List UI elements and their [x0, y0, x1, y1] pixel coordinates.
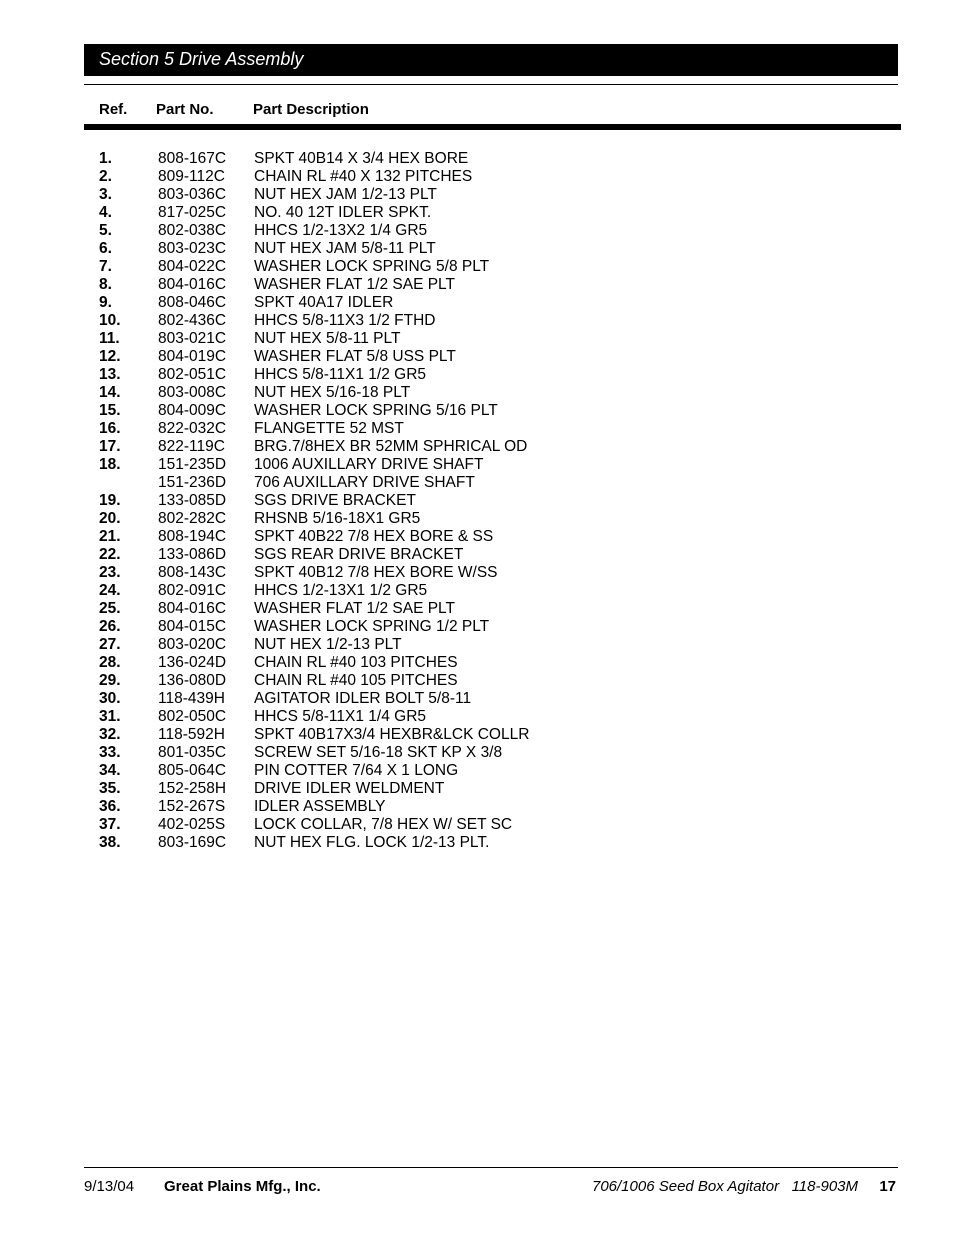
- part-ref: 16.: [99, 420, 121, 437]
- parts-row: [0, 456, 954, 474]
- parts-row: [0, 438, 954, 456]
- parts-row: [0, 474, 954, 492]
- part-number: 151-236D: [158, 474, 227, 491]
- part-ref: 35.: [99, 780, 121, 797]
- part-description: SGS DRIVE BRACKET: [254, 492, 416, 509]
- part-description: SPKT 40B17X3/4 HEXBR&LCK COLLR: [254, 726, 530, 743]
- part-ref: 4.: [99, 204, 112, 221]
- footer-company: Great Plains Mfg., Inc.: [164, 1178, 321, 1195]
- part-description: LOCK COLLAR, 7/8 HEX W/ SET SC: [254, 816, 513, 833]
- column-header-part-no: Part No.: [156, 101, 214, 118]
- part-number: 803-036C: [158, 186, 227, 203]
- section-title: Section 5 Drive Assembly: [99, 49, 304, 69]
- part-ref: 9.: [99, 294, 112, 311]
- parts-row: [0, 240, 954, 258]
- part-number: 808-143C: [158, 564, 227, 581]
- part-description: SPKT 40A17 IDLER: [254, 294, 394, 311]
- part-description: AGITATOR IDLER BOLT 5/8-11: [254, 690, 472, 707]
- part-ref: 26.: [99, 618, 121, 635]
- part-description: 706 AUXILLARY DRIVE SHAFT: [254, 474, 475, 491]
- part-number: 822-032C: [158, 420, 227, 437]
- parts-row: [0, 744, 954, 762]
- part-description: HHCS 5/8-11X1 1/4 GR5: [254, 708, 427, 725]
- parts-row: [0, 582, 954, 600]
- part-number: 804-016C: [158, 276, 227, 293]
- part-number: 804-019C: [158, 348, 227, 365]
- part-number: 136-024D: [158, 654, 227, 671]
- part-ref: 38.: [99, 834, 121, 851]
- parts-row: [0, 690, 954, 708]
- part-ref: 36.: [99, 798, 121, 815]
- part-description: NUT HEX FLG. LOCK 1/2-13 PLT.: [254, 834, 490, 851]
- parts-row: [0, 366, 954, 384]
- parts-row: [0, 654, 954, 672]
- part-ref: 14.: [99, 384, 121, 401]
- parts-row: [0, 492, 954, 510]
- footer-manual-title: 706/1006 Seed Box Agitator 118-903M: [591, 1178, 858, 1195]
- parts-row: [0, 294, 954, 312]
- parts-row: [0, 312, 954, 330]
- part-ref: 2.: [99, 168, 112, 185]
- part-ref: 29.: [99, 672, 121, 689]
- part-number: 817-025C: [158, 204, 227, 221]
- part-number: 808-194C: [158, 528, 227, 545]
- part-number: 822-119C: [158, 438, 225, 455]
- part-description: NUT HEX JAM 5/8-11 PLT: [254, 240, 436, 257]
- parts-row: [0, 204, 954, 222]
- part-ref: 31.: [99, 708, 121, 725]
- part-description: HHCS 5/8-11X1 1/2 GR5: [254, 366, 427, 383]
- section-title-bar: [84, 44, 898, 76]
- parts-row: [0, 780, 954, 798]
- part-number: 118-439H: [158, 690, 225, 707]
- part-description: WASHER LOCK SPRING 1/2 PLT: [254, 618, 490, 635]
- parts-row: [0, 816, 954, 834]
- parts-row: [0, 546, 954, 564]
- part-description: SCREW SET 5/16-18 SKT KP X 3/8: [254, 744, 503, 761]
- parts-row: [0, 330, 954, 348]
- part-number: 804-022C: [158, 258, 227, 275]
- parts-row: [0, 186, 954, 204]
- part-number: 802-436C: [158, 312, 227, 329]
- part-ref: 34.: [99, 762, 121, 779]
- part-number: 803-023C: [158, 240, 227, 257]
- parts-row: [0, 672, 954, 690]
- part-number: 808-167C: [158, 150, 227, 167]
- part-description: WASHER FLAT 5/8 USS PLT: [254, 348, 456, 365]
- parts-row: [0, 834, 954, 852]
- part-ref: 3.: [99, 186, 112, 203]
- part-ref: 8.: [99, 276, 112, 293]
- parts-row: [0, 636, 954, 654]
- parts-row: [0, 258, 954, 276]
- part-number: 402-025S: [158, 816, 226, 833]
- part-description: CHAIN RL #40 105 PITCHES: [254, 672, 458, 689]
- part-number: 808-046C: [158, 294, 227, 311]
- part-ref: 23.: [99, 564, 121, 581]
- part-number: 803-021C: [158, 330, 227, 347]
- part-number: 802-038C: [158, 222, 227, 239]
- parts-row: [0, 798, 954, 816]
- part-description: DRIVE IDLER WELDMENT: [254, 780, 445, 797]
- part-description: NUT HEX 5/8-11 PLT: [254, 330, 401, 347]
- parts-row: [0, 600, 954, 618]
- part-ref: 33.: [99, 744, 121, 761]
- part-number: 118-592H: [158, 726, 225, 743]
- part-ref: 21.: [99, 528, 121, 545]
- part-number: 152-267S: [158, 798, 226, 815]
- part-description: NUT HEX 5/16-18 PLT: [254, 384, 411, 401]
- part-description: WASHER FLAT 1/2 SAE PLT: [254, 600, 455, 617]
- part-ref: 6.: [99, 240, 112, 257]
- parts-row: [0, 348, 954, 366]
- column-header-rule: [84, 124, 901, 130]
- part-number: 801-035C: [158, 744, 227, 761]
- part-number: 802-282C: [158, 510, 227, 527]
- part-ref: 37.: [99, 816, 121, 833]
- part-ref: 25.: [99, 600, 121, 617]
- parts-row: [0, 384, 954, 402]
- part-ref: 19.: [99, 492, 121, 509]
- part-description: PIN COTTER 7/64 X 1 LONG: [254, 762, 459, 779]
- part-description: WASHER LOCK SPRING 5/8 PLT: [254, 258, 490, 275]
- part-number: 803-169C: [158, 834, 227, 851]
- header-rule: [84, 84, 898, 85]
- part-number: 804-009C: [158, 402, 227, 419]
- part-ref: 12.: [99, 348, 121, 365]
- part-ref: 22.: [99, 546, 121, 563]
- part-ref: 1.: [99, 150, 112, 167]
- part-number: 805-064C: [158, 762, 227, 779]
- part-number: 802-091C: [158, 582, 227, 599]
- part-number: 804-015C: [158, 618, 227, 635]
- part-description: HHCS 1/2-13X1 1/2 GR5: [254, 582, 428, 599]
- part-number: 809-112C: [158, 168, 225, 185]
- part-number: 152-258H: [158, 780, 227, 797]
- parts-row: [0, 726, 954, 744]
- parts-row: [0, 528, 954, 546]
- part-number: 802-051C: [158, 366, 227, 383]
- part-description: SPKT 40B14 X 3/4 HEX BORE: [254, 150, 469, 167]
- part-ref: 28.: [99, 654, 121, 671]
- part-number: 136-080D: [158, 672, 227, 689]
- parts-row: [0, 762, 954, 780]
- part-ref: 17.: [99, 438, 121, 455]
- column-header-ref: Ref.: [99, 101, 128, 118]
- part-description: SPKT 40B22 7/8 HEX BORE & SS: [254, 528, 494, 545]
- part-ref: 30.: [99, 690, 121, 707]
- column-header-description: Part Description: [253, 101, 369, 118]
- part-ref: 27.: [99, 636, 121, 653]
- footer-rule: [84, 1167, 898, 1168]
- part-number: 133-085D: [158, 492, 227, 509]
- part-ref: 18.: [99, 456, 121, 473]
- part-description: HHCS 1/2-13X2 1/4 GR5: [254, 222, 428, 239]
- part-number: 803-020C: [158, 636, 227, 653]
- part-description: NUT HEX 1/2-13 PLT: [254, 636, 402, 653]
- parts-row: [0, 564, 954, 582]
- parts-row: [0, 510, 954, 528]
- part-number: 803-008C: [158, 384, 227, 401]
- part-description: FLANGETTE 52 MST: [254, 420, 404, 437]
- part-description: NUT HEX JAM 1/2-13 PLT: [254, 186, 437, 203]
- parts-list: [0, 150, 954, 852]
- parts-row: [0, 150, 954, 168]
- part-ref: 7.: [99, 258, 112, 275]
- part-number: 151-235D: [158, 456, 227, 473]
- part-ref: 11.: [99, 330, 120, 347]
- part-ref: 20.: [99, 510, 121, 527]
- part-ref: 15.: [99, 402, 121, 419]
- part-description: CHAIN RL #40 103 PITCHES: [254, 654, 458, 671]
- part-description: RHSNB 5/16-18X1 GR5: [254, 510, 421, 527]
- part-number: 804-016C: [158, 600, 227, 617]
- parts-row: [0, 420, 954, 438]
- part-description: WASHER LOCK SPRING 5/16 PLT: [254, 402, 498, 419]
- part-number: 133-086D: [158, 546, 227, 563]
- part-description: SPKT 40B12 7/8 HEX BORE W/SS: [254, 564, 498, 581]
- parts-row: [0, 168, 954, 186]
- parts-row: [0, 276, 954, 294]
- part-ref: 10.: [99, 312, 121, 329]
- footer-date: 9/13/04: [84, 1178, 135, 1195]
- footer-page-number: 17: [879, 1178, 896, 1195]
- parts-row: [0, 402, 954, 420]
- part-description: WASHER FLAT 1/2 SAE PLT: [254, 276, 455, 293]
- parts-row: [0, 708, 954, 726]
- part-description: SGS REAR DRIVE BRACKET: [254, 546, 464, 563]
- part-ref: 24.: [99, 582, 121, 599]
- part-description: CHAIN RL #40 X 132 PITCHES: [254, 168, 473, 185]
- part-description: BRG.7/8HEX BR 52MM SPHRICAL OD: [254, 438, 528, 455]
- part-ref: 13.: [99, 366, 121, 383]
- part-ref: 32.: [99, 726, 121, 743]
- part-description: HHCS 5/8-11X3 1/2 FTHD: [254, 312, 436, 329]
- parts-row: [0, 222, 954, 240]
- part-description: NO. 40 12T IDLER SPKT.: [254, 204, 432, 221]
- parts-row: [0, 618, 954, 636]
- part-description: 1006 AUXILLARY DRIVE SHAFT: [254, 456, 484, 473]
- part-number: 802-050C: [158, 708, 227, 725]
- part-description: IDLER ASSEMBLY: [254, 798, 386, 815]
- part-ref: 5.: [99, 222, 112, 239]
